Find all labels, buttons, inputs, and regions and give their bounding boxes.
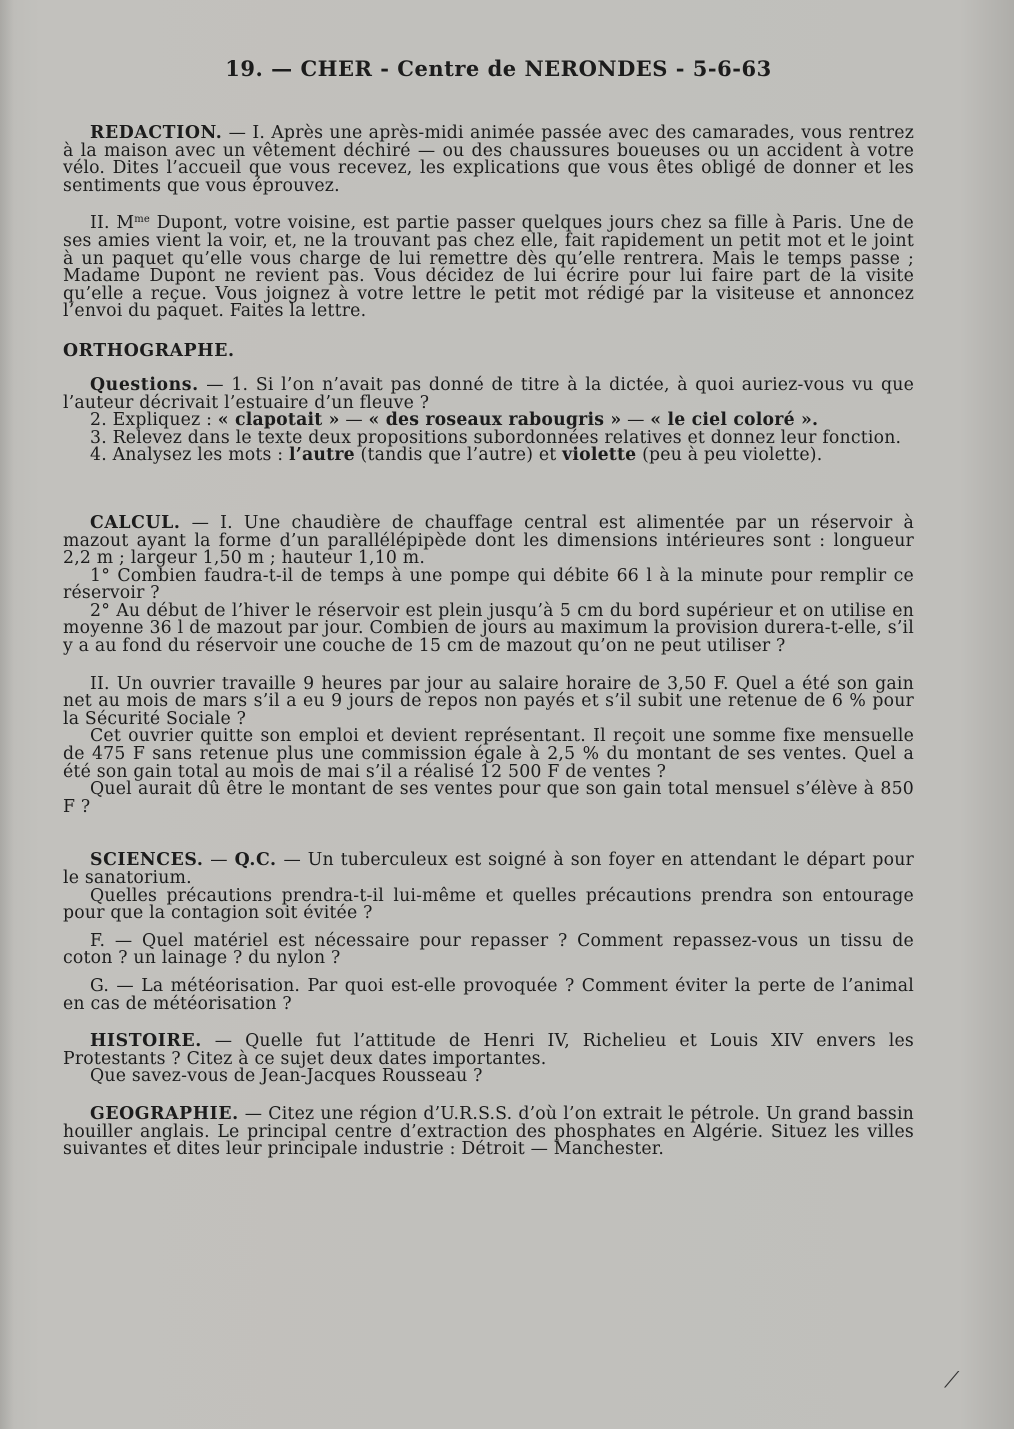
calcul-paragraph-6: Quel aurait dû être le montant de ses ventes pour que son gain total mensuel s’élève à 850 F ?	[63, 779, 914, 817]
sciences-paragraph-3: F. — Quel matériel est nécessaire pour repasser ? Comment repassez-vous un tissu de coton ? un lainage ? du nylon ?	[63, 930, 914, 969]
orthographe-q1-text: — 1. Si l’on n’avait pas donné de titre à la dictée, à quoi auriez-vous vu que l’auteur décrivait l’estuaire d’un fleuve ?	[63, 374, 914, 413]
calcul-paragraph-3: 2° Au début de l’hiver le réservoir est plein jusqu’à 5 cm du bord supérieur et on utilise en moyenne 36 l de mazout par jour. Combien de jours au maximum la provision durera-t-elle, s’il y a au fond du réservoir une couche de 15 cm de mazout qu’on ne peut utiliser ?	[63, 600, 914, 657]
geographie-label: GEOGRAPHIE.	[90, 1103, 239, 1124]
calcul-paragraph-5: Cet ouvrier quitte son emploi et devient représentant. Il reçoit une somme fixe mensuelle de 475 F sans retenue plus une commission égale à 2,5 % du montant de ses ventes. Quel a été son gain total au mois de mai s’il a réalisé 12 500 F de ventes ?	[63, 726, 914, 782]
orthographe-q2-e: —	[621, 410, 651, 431]
calcul-label: CALCUL.	[90, 512, 181, 533]
sciences-paragraph-4: G. — La météorisation. Par quoi est-elle provoquée ? Comment éviter la perte de l’animal en cas de météorisation ?	[63, 975, 914, 1014]
orthographe-q4-a: 4. Analysez les mots :	[90, 445, 290, 466]
sciences-paragraph-1	[63, 852, 914, 887]
geographie-text-1: — Citez une région d’U.R.S.S. d’où l’on extrait le pétrole. Un grand bassin houiller anglais. Le principal centre d’extraction des phosphates en Algérie. Situez les villes suivantes et dites leur principale industrie : Détroit — Manchester.	[63, 1103, 914, 1160]
histoire-paragraph-1	[63, 1033, 914, 1068]
orthographe-q2-b: « clapotait »	[217, 410, 340, 431]
orthographe-question-3: 3. Relevez dans le texte deux propositions subordonnées relatives et donnez leur fonction.	[90, 427, 902, 448]
redaction-sup: me	[134, 214, 151, 226]
orthographe-q4-b: l’autre	[289, 445, 355, 466]
orthographe-q2-c: —	[339, 410, 369, 431]
redaction-label: REDACTION.	[90, 123, 223, 143]
orthographe-question-1	[63, 374, 914, 413]
redaction-text-1: — I. Après une après-midi animée passée avec des camarades, vous rentrez à la maison avec un vêtement déchiré — ou des chaussures boueuses ou un accident à votre vélo. Dites l’accueil que vous recevez, les explications que vous êtes obligé de donner et les sentiments que vous éprouvez.	[63, 123, 914, 196]
sciences-paragraph-2: Quelles précautions prendra-t-il lui-même et quelles précautions prendra son entourage pour que la contagion soit évitée ?	[63, 885, 914, 924]
calcul-paragraph-1	[63, 512, 914, 569]
questions-label: Questions.	[90, 374, 199, 395]
orthographe-q4-c: (tandis que l’autre) et	[354, 445, 563, 466]
sciences-text-1: — Un tuberculeux est soigné à son foyer en attendant le départ pour le sanatorium.	[63, 850, 914, 888]
redaction-paragraph-1	[63, 125, 914, 195]
calcul-text-1: — I. Une chaudière de chauffage central est alimentée par un réservoir à mazout ayant la forme d’un parallélépipède dont les dimensions intérieures sont : longueur 2,2 m ; largeur 1,50 m ; hauteur 1,10 m.	[63, 512, 914, 569]
orthographe-q2-d: « des roseaux rabougris »	[368, 410, 622, 431]
sciences-qc-label: Q.C.	[234, 850, 277, 871]
orthographe-question-4	[63, 447, 914, 465]
histoire-label: HISTOIRE.	[90, 1031, 202, 1052]
sciences-separator: —	[203, 850, 235, 871]
redaction-text-2a: II. M	[90, 213, 135, 234]
histoire-text-1: — Quelle fut l’attitude de Henri IV, Richelieu et Louis XIV envers les Protestants ? Citez à ce sujet deux dates importantes.	[63, 1031, 914, 1069]
redaction-text-2b: Dupont, votre voisine, est partie passer quelques jours chez sa fille à Paris. Une de ses amies vient la voir, et, ne la trouvant pas chez elle, fait rapidement un petit mot et le joint à un paquet qu’elle vous charge de lui remettre dès qu’elle rentrera. Mais le temps passe ; Madame Dupont ne revient pas. Vous décidez de lui écrire pour lui faire part de la visite qu’elle a reçue. Vous joignez à votre lettre le petit mot rédigé par la visiteuse et annoncez l’envoi du paquet. Faites la lettre.	[63, 213, 914, 322]
orthographe-title: ORTHOGRAPHE.	[63, 340, 235, 361]
sciences-label: SCIENCES.	[90, 850, 204, 871]
calcul-paragraph-2: 1° Combien faudra-t-il de temps à une pompe qui débite 66 l à la minute pour remplir ce réservoir ?	[63, 565, 914, 604]
orthographe-q4-d: violette	[562, 445, 637, 466]
redaction-paragraph-2	[63, 215, 914, 321]
page-header: 19. — CHER - Centre de NERONDES - 5-6-63	[225, 56, 772, 81]
geographie-paragraph-1	[63, 1103, 914, 1160]
pencil-mark: ⟋	[944, 1368, 960, 1393]
histoire-paragraph-2: Que savez-vous de Jean-Jacques Rousseau ?	[90, 1066, 483, 1087]
orthographe-q2-a: 2. Expliquez :	[90, 410, 218, 431]
orthographe-q2-f: « le ciel coloré ».	[650, 410, 819, 431]
orthographe-q4-e: (peu à peu violette).	[636, 445, 823, 466]
calcul-paragraph-4: II. Un ouvrier travaille 9 heures par jour au salaire horaire de 3,50 F. Quel a été son gain net au mois de mars s’il a eu 9 jours de repos non payés et s’il subit une retenue de 6 % pour la Sécurité Sociale ?	[63, 673, 914, 729]
